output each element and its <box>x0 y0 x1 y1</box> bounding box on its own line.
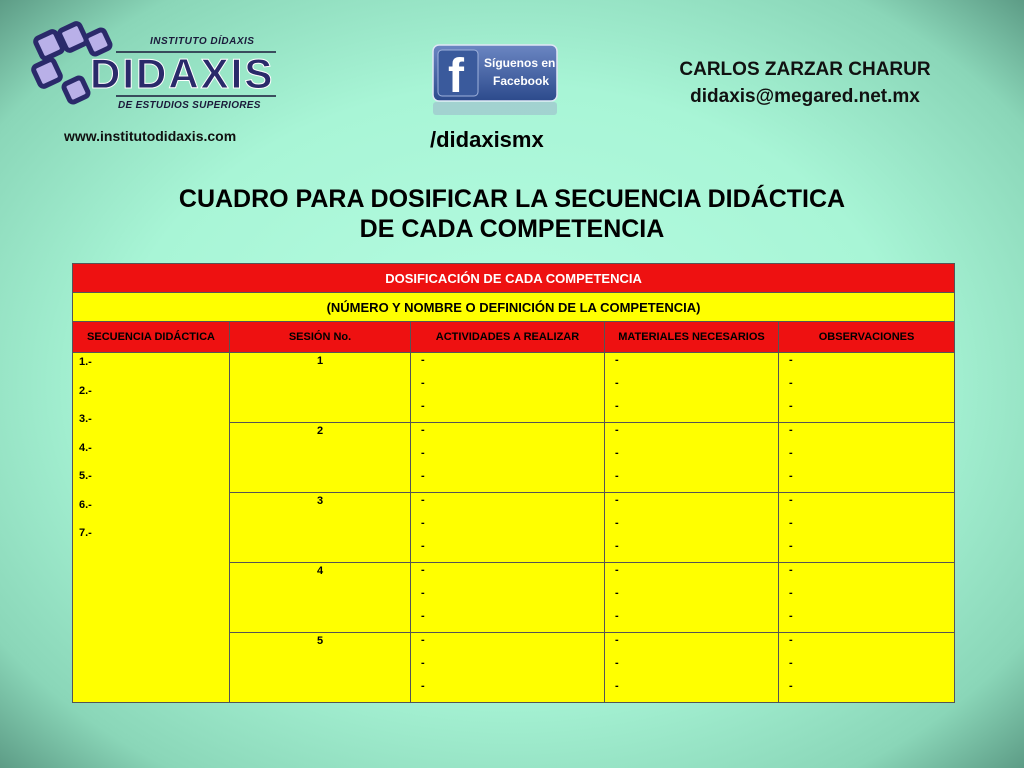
author-email[interactable]: didaxis@megared.net.mx <box>690 86 920 107</box>
logo-top-text: INSTITUTO DÍDAXIS <box>150 36 255 47</box>
author-name: CARLOS ZARZAR CHARUR <box>679 59 931 80</box>
actividades-cell: - - - <box>411 633 605 703</box>
col-header-secuencia: SECUENCIA DIDÁCTICA <box>73 322 230 353</box>
materiales-cell: - - - <box>605 493 779 563</box>
page-title <box>0 184 1024 244</box>
author-block <box>650 56 960 110</box>
sequence-item: 1.- <box>79 356 92 368</box>
session-number: 5 <box>230 633 411 703</box>
observaciones-cell: - - - <box>779 423 955 493</box>
session-number: 2 <box>230 423 411 493</box>
sequence-item: 5.- <box>79 470 92 482</box>
actividades-cell: - - - <box>411 353 605 423</box>
facebook-handle[interactable]: /didaxismx <box>430 127 544 152</box>
sequence-item: 2.- <box>79 384 92 397</box>
actividades-cell: - - - <box>411 563 605 633</box>
observaciones-cell: - - - <box>779 353 955 423</box>
actividades-cell: - - - <box>411 493 605 563</box>
title-line1: CUADRO PARA DOSIFICAR LA SECUENCIA DIDÁCTICA <box>178 185 846 213</box>
col-header-sesion: SESIÓN No. <box>230 322 411 353</box>
logo-bottom-text: DE ESTUDIOS SUPERIORES <box>118 100 261 111</box>
materiales-cell: - - - <box>605 633 779 703</box>
svg-text:f: f <box>448 50 464 103</box>
sequence-cell <box>73 353 230 703</box>
sequence-item: 4.- <box>79 441 92 454</box>
table-header-sub: (NÚMERO Y NOMBRE O DEFINICIÓN DE LA COMPETENCIA) <box>73 293 955 322</box>
col-header-actividades: ACTIVIDADES A REALIZAR <box>411 322 605 353</box>
session-number: 4 <box>230 563 411 633</box>
sequence-item: 7.- <box>79 527 92 539</box>
sequence-item: 6.- <box>79 498 92 511</box>
materiales-cell: - - - <box>605 423 779 493</box>
col-header-materiales: MATERIALES NECESARIOS <box>605 322 779 353</box>
title-line2: DE CADA COMPETENCIA <box>359 215 665 243</box>
table-header-main: DOSIFICACIÓN DE CADA COMPETENCIA <box>73 264 955 293</box>
website-link[interactable]: www.institutodidaxis.com <box>64 128 237 144</box>
observaciones-cell: - - - <box>779 633 955 703</box>
session-number: 1 <box>230 353 411 423</box>
actividades-cell: - - - <box>411 423 605 493</box>
materiales-cell: - - - <box>605 353 779 423</box>
col-header-observaciones: OBSERVACIONES <box>779 322 955 353</box>
facebook-line1: Síguenos en <box>484 56 556 70</box>
dosificacion-table <box>72 263 955 703</box>
materiales-cell: - - - <box>605 563 779 633</box>
sequence-item: 3.- <box>79 413 92 425</box>
observaciones-cell: - - - <box>779 493 955 563</box>
session-number: 3 <box>230 493 411 563</box>
facebook-line2: Facebook <box>493 74 550 88</box>
observaciones-cell: - - - <box>779 563 955 633</box>
svg-text:DIDAXIS: DIDAXIS <box>90 50 275 97</box>
